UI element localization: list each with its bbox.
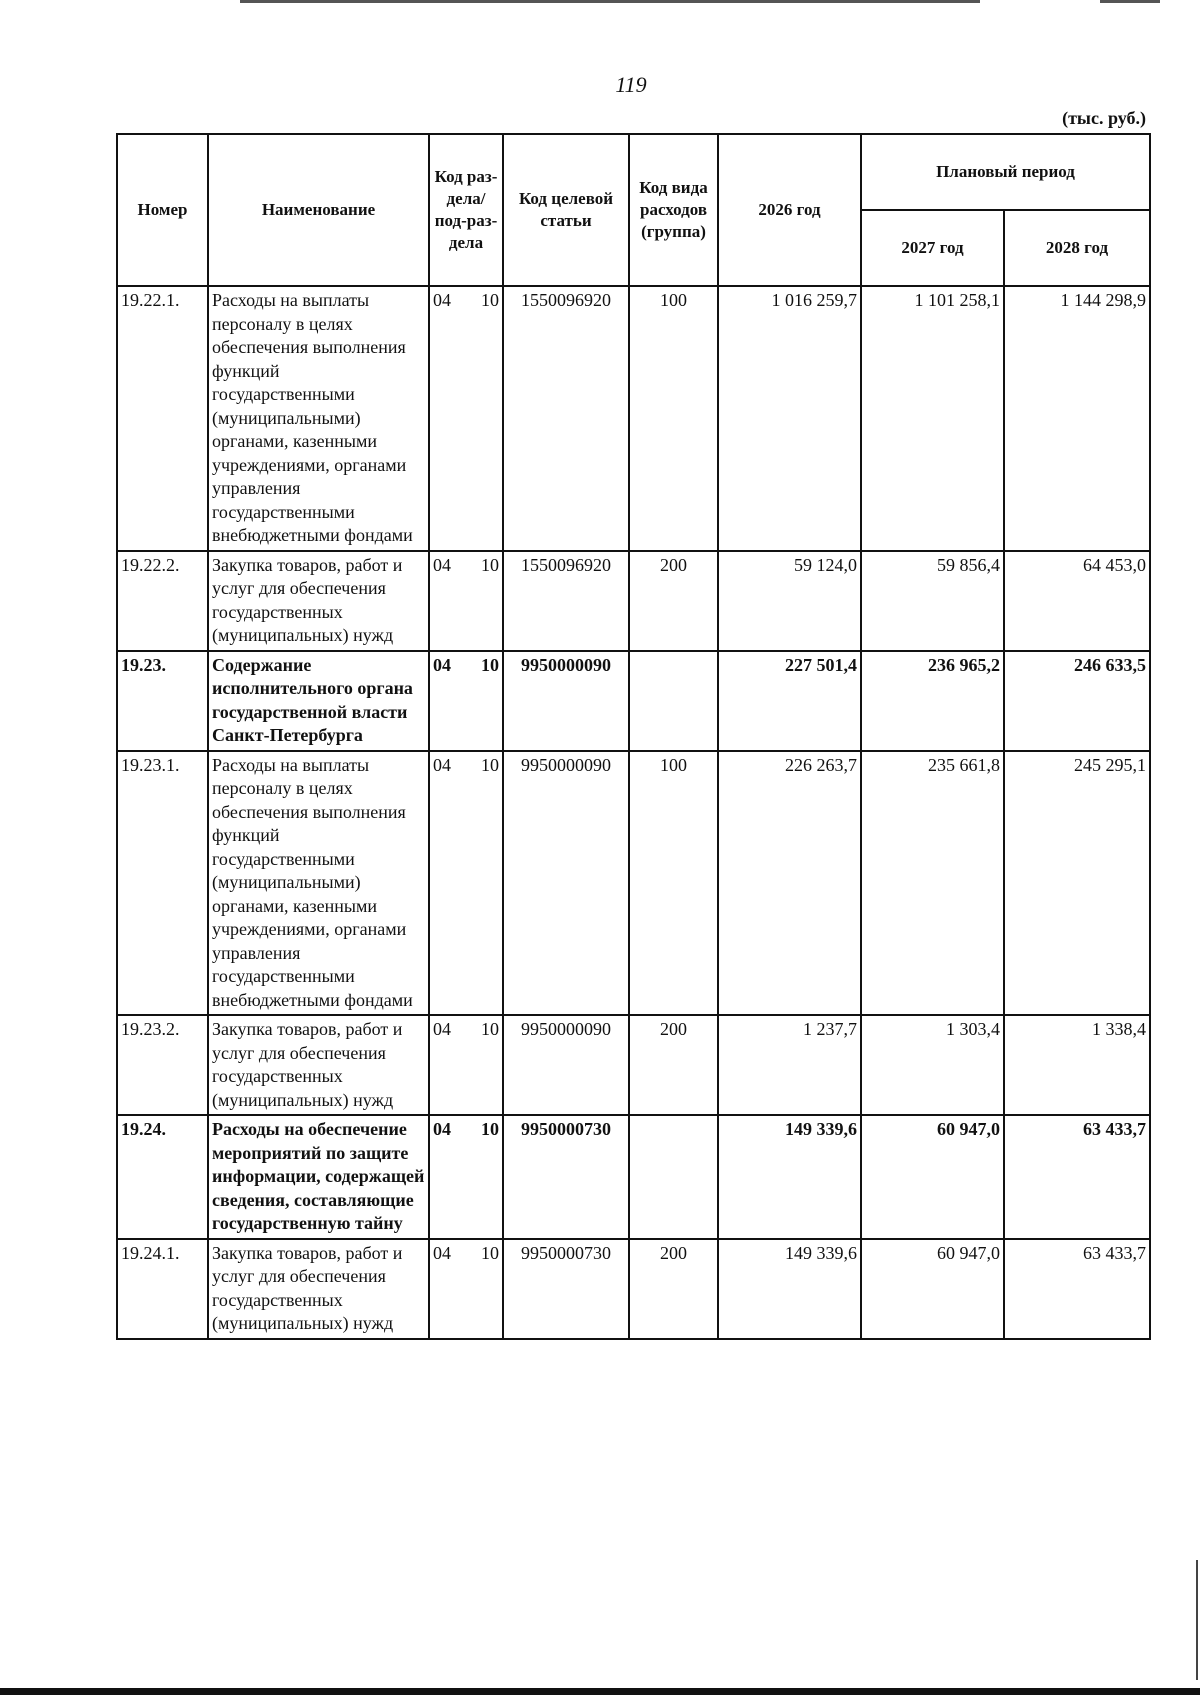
row-expense-group: 100 (629, 751, 718, 1016)
row-expense-group (629, 651, 718, 751)
header-expense-group: Код вида расходов (группа) (629, 134, 718, 286)
section-code: 04 (433, 1119, 451, 1139)
header-2027: 2027 год (861, 210, 1004, 286)
row-amount-2026: 1 237,7 (718, 1015, 861, 1115)
row-amount-2028: 246 633,5 (1004, 651, 1150, 751)
row-number: 19.23. (117, 651, 208, 751)
row-amount-2028: 64 453,0 (1004, 551, 1150, 651)
row-amount-2027: 235 661,8 (861, 751, 1004, 1016)
subsection-code: 10 (481, 1119, 499, 1139)
header-number: Номер (117, 134, 208, 286)
row-amount-2026: 149 339,6 (718, 1115, 861, 1239)
table-row (117, 1239, 1150, 1339)
row-section-code (429, 286, 503, 551)
row-amount-2027: 59 856,4 (861, 551, 1004, 651)
section-code: 04 (433, 554, 451, 575)
bottom-border-line (0, 1688, 1200, 1695)
row-amount-2027: 60 947,0 (861, 1115, 1004, 1239)
scan-edge-line (1196, 1560, 1198, 1680)
row-number: 19.22.2. (117, 551, 208, 651)
row-target-code: 9950000090 (503, 751, 629, 1016)
header-section-code: Код раз-дела/ под-раз-дела (429, 134, 503, 286)
row-expense-group: 100 (629, 286, 718, 551)
table-row (117, 1115, 1150, 1239)
row-amount-2027: 60 947,0 (861, 1239, 1004, 1339)
header-2028: 2028 год (1004, 210, 1150, 286)
row-target-code: 9950000090 (503, 1015, 629, 1115)
section-code: 04 (433, 1019, 451, 1039)
subsection-code: 10 (481, 654, 499, 675)
subsection-code: 10 (481, 1242, 499, 1263)
row-amount-2028: 1 338,4 (1004, 1015, 1150, 1115)
table-body (117, 286, 1150, 1339)
section-code: 04 (433, 654, 451, 675)
row-amount-2026: 227 501,4 (718, 651, 861, 751)
section-code: 04 (433, 754, 451, 775)
row-expense-group: 200 (629, 1015, 718, 1115)
top-border-line-right (1100, 0, 1160, 3)
row-name: Расходы на обеспечение мероприятий по защите информации, содержащей сведения, составляющие государственную тайну (208, 1115, 429, 1239)
page-number: 119 (615, 72, 647, 97)
header-2026: 2026 год (718, 134, 861, 286)
table-header (117, 134, 1150, 286)
row-target-code: 9950000090 (503, 651, 629, 751)
row-name: Содержание исполнительного органа государственной власти Санкт-Петербурга (208, 651, 429, 751)
row-name: Расходы на выплаты персоналу в целях обеспечения выполнения функций государственными (муниципальными) органами, казенными учреждениями, органами управления государственными внебюджетными фондами (208, 286, 429, 551)
row-amount-2026: 1 016 259,7 (718, 286, 861, 551)
row-expense-group (629, 1115, 718, 1239)
row-amount-2026: 59 124,0 (718, 551, 861, 651)
row-name: Закупка товаров, работ и услуг для обеспечения государственных (муниципальных) нужд (208, 1015, 429, 1115)
subsection-code: 10 (481, 754, 499, 775)
row-amount-2028: 1 144 298,9 (1004, 286, 1150, 551)
row-amount-2027: 236 965,2 (861, 651, 1004, 751)
row-expense-group: 200 (629, 551, 718, 651)
row-expense-group: 200 (629, 1239, 718, 1339)
row-number: 19.22.1. (117, 286, 208, 551)
row-target-code: 9950000730 (503, 1239, 629, 1339)
header-plan-period: Плановый период (861, 134, 1150, 210)
row-number: 19.23.2. (117, 1015, 208, 1115)
row-amount-2026: 226 263,7 (718, 751, 861, 1016)
table-row (117, 651, 1150, 751)
header-name: Наименование (208, 134, 429, 286)
row-name: Закупка товаров, работ и услуг для обеспечения государственных (муниципальных) нужд (208, 1239, 429, 1339)
subsection-code: 10 (481, 1019, 499, 1039)
subsection-code: 10 (481, 290, 499, 310)
row-number: 19.24.1. (117, 1239, 208, 1339)
top-border-line (240, 0, 980, 3)
budget-table (116, 133, 1151, 1340)
row-amount-2028: 63 433,7 (1004, 1239, 1150, 1339)
units-label: (тыс. руб.) (1062, 108, 1146, 128)
row-section-code (429, 1015, 503, 1115)
row-section-code (429, 651, 503, 751)
row-target-code: 1550096920 (503, 551, 629, 651)
row-number: 19.24. (117, 1115, 208, 1239)
row-target-code: 1550096920 (503, 286, 629, 551)
row-amount-2027: 1 101 258,1 (861, 286, 1004, 551)
row-name: Закупка товаров, работ и услуг для обеспечения государственных (муниципальных) нужд (208, 551, 429, 651)
row-target-code: 9950000730 (503, 1115, 629, 1239)
row-amount-2028: 245 295,1 (1004, 751, 1150, 1016)
table-row (117, 751, 1150, 1016)
header-target-code: Код целевой статьи (503, 134, 629, 286)
row-name: Расходы на выплаты персоналу в целях обеспечения выполнения функций государственными (муниципальными) органами, казенными учреждениями, органами управления государственными внебюджетными фондами (208, 751, 429, 1016)
row-section-code (429, 751, 503, 1016)
table-row (117, 1015, 1150, 1115)
table-row (117, 286, 1150, 551)
row-section-code (429, 551, 503, 651)
section-code: 04 (433, 290, 451, 310)
subsection-code: 10 (481, 554, 499, 575)
row-number: 19.23.1. (117, 751, 208, 1016)
row-section-code (429, 1239, 503, 1339)
table-row (117, 551, 1150, 651)
row-section-code (429, 1115, 503, 1239)
row-amount-2026: 149 339,6 (718, 1239, 861, 1339)
section-code: 04 (433, 1242, 451, 1263)
row-amount-2028: 63 433,7 (1004, 1115, 1150, 1239)
row-amount-2027: 1 303,4 (861, 1015, 1004, 1115)
